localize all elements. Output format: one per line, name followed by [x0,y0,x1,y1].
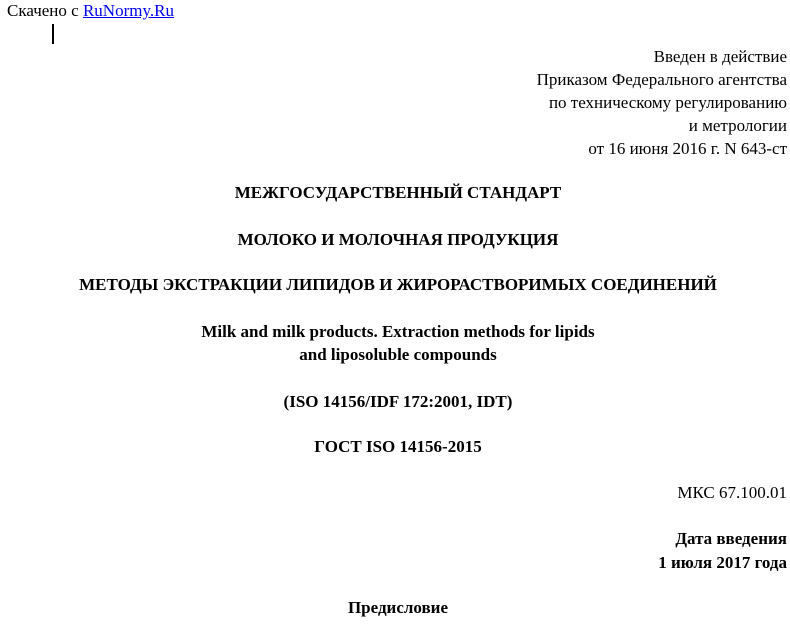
standard-title-en-line2: and liposoluble compounds [299,345,497,364]
enactment-line: по техническому регулированию [548,93,787,112]
intro-date-value: 1 июля 2017 года [658,553,787,572]
enactment-block [537,45,787,160]
standard-title-ru: МОЛОКО И МОЛОЧНАЯ ПРОДУКЦИЯ [237,230,559,249]
enactment-line: Приказом Федерального агентства [536,70,787,89]
enactment-line: Введен в действие [653,47,787,66]
source-prefix: Скачено с [7,1,79,20]
standard-category: МЕЖГОСУДАРСТВЕННЫЙ СТАНДАРТ [234,183,562,202]
standard-subtitle-ru: МЕТОДЫ ЭКСТРАКЦИИ ЛИПИДОВ И ЖИРОРАСТВОРИМЫХ СОЕДИНЕНИЙ [79,275,717,294]
gost-number: ГОСТ ISO 14156-2015 [314,437,482,456]
enactment-line: и метрологии [688,116,787,135]
standard-title-en-line1: Milk and milk products. Extraction methods for lipids [201,322,595,341]
mks-code: МКС 67.100.01 [677,483,787,502]
source-link[interactable]: RuNormy.Ru [82,1,174,20]
enactment-line: от 16 июня 2016 г. N 643-ст [588,139,787,158]
iso-reference: (ISO 14156/IDF 172:2001, IDT) [283,392,513,411]
foreword-heading: Предисловие [347,598,449,617]
source-line [7,0,174,22]
text-cursor [52,24,54,44]
intro-date-label: Дата введения [675,529,787,548]
intro-date-block [658,527,787,575]
